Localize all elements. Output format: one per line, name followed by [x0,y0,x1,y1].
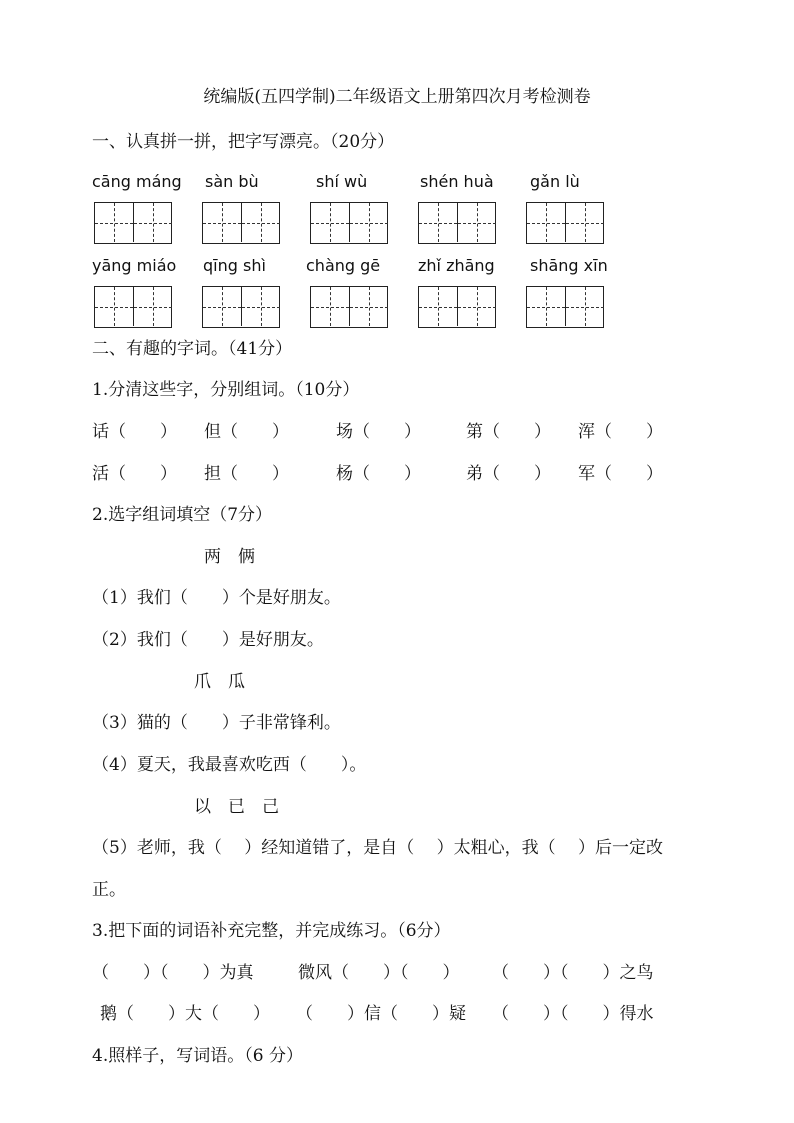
pinyin-2-4: zhǐ zhāng [418,256,495,275]
word-blank[interactable]: 第（ ） [466,422,551,442]
sentence-continuation: 正。 [92,880,126,900]
writing-grid[interactable] [418,202,496,244]
pinyin-1-3: shí wù [316,172,368,191]
choice-words: 爪 瓜 [194,672,245,692]
sentence-blank[interactable]: （3）猫的（ ）子非常锋利。 [92,713,341,733]
word-blank[interactable]: 但（ ） [204,422,289,442]
section2-heading: 二、有趣的字词。（41分） [92,339,293,359]
word-blank[interactable]: 场（ ） [336,422,421,442]
q3-heading: 3.把下面的词语补充完整，并完成练习。（6分） [92,921,451,941]
pinyin-2-5: shāng xīn [530,256,608,275]
pinyin-1-5: gǎn lù [530,172,580,191]
writing-grid[interactable] [310,202,388,244]
idiom-blank[interactable]: （ ）（ ）得水 [492,1004,654,1024]
writing-grid[interactable] [310,286,388,328]
word-blank[interactable]: 军（ ） [578,464,663,484]
word-blank[interactable]: 活（ ） [92,464,177,484]
writing-grid[interactable] [526,202,604,244]
pinyin-2-3: chàng gē [306,256,381,275]
word-blank[interactable]: 话（ ） [92,422,177,442]
sentence-blank[interactable]: （4）夏天，我最喜欢吃西（ ）。 [92,755,367,775]
idiom-blank[interactable]: 微风（ ）（ ） [298,963,460,983]
idiom-blank[interactable]: （ ）（ ）为真 [92,963,254,983]
sentence-blank[interactable]: （2）我们（ ）是好朋友。 [92,630,324,650]
word-blank[interactable]: 弟（ ） [466,464,551,484]
writing-grid[interactable] [202,202,280,244]
pinyin-2-2: qīng shì [203,256,266,275]
pinyin-1-2: sàn bù [205,172,259,191]
idiom-blank[interactable]: 鹅（ ）大（ ） [100,1004,270,1024]
sentence-blank[interactable]: （1）我们（ ）个是好朋友。 [92,588,341,608]
writing-grid[interactable] [202,286,280,328]
pinyin-2-1: yāng miáo [92,256,177,275]
writing-grid[interactable] [418,286,496,328]
q2-heading: 2.选字组词填空（7分） [92,505,273,525]
writing-grid[interactable] [94,202,172,244]
writing-grid[interactable] [526,286,604,328]
section1-heading: 一、认真拼一拼，把字写漂亮。（20分） [92,132,395,152]
idiom-blank[interactable]: （ ）（ ）之鸟 [492,963,654,983]
q1-heading: 1.分清这些字，分别组词。（10分） [92,380,360,400]
choice-words: 以 已 己 [194,797,279,817]
page-title: 统编版(五四学制)二年级语文上册第四次月考检测卷 [203,87,591,107]
choice-words: 两 俩 [204,547,255,567]
word-blank[interactable]: 杨（ ） [336,464,421,484]
sentence-blank[interactable]: （5）老师，我（ ）经知道错了，是自（ ）太粗心，我（ ）后一定改 [92,838,664,858]
q4-heading: 4.照样子，写词语。（6 分） [92,1046,303,1066]
idiom-blank[interactable]: （ ）信（ ）疑 [296,1004,466,1024]
writing-grid[interactable] [94,286,172,328]
word-blank[interactable]: 浑（ ） [578,422,663,442]
pinyin-1-1: cāng máng [92,172,182,191]
pinyin-1-4: shén huà [420,172,494,191]
word-blank[interactable]: 担（ ） [204,464,289,484]
